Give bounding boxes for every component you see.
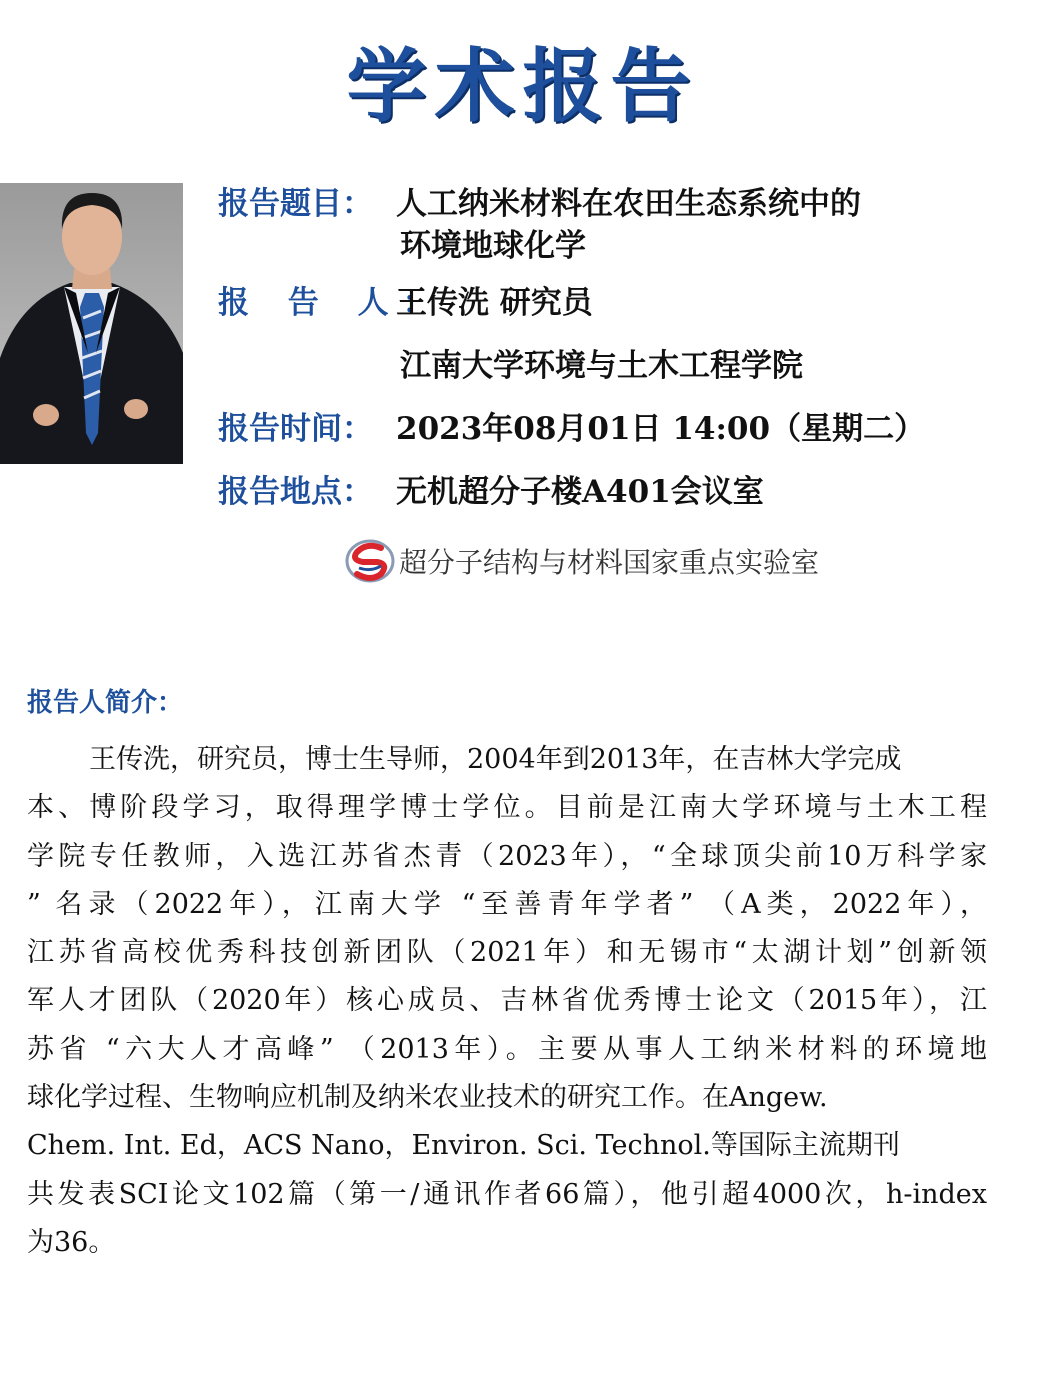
- organizer-name: 超分子结构与材料国家重点实验室: [399, 546, 820, 579]
- bio-line: 本、博阶段学习，取得理学博士学位。目前是江南大学环境与土木工程: [27, 792, 987, 824]
- speaker-label: 报 告 人：: [218, 285, 448, 321]
- bio-title: 报告人简介：: [27, 688, 184, 718]
- speaker-affiliation: 江南大学环境与土木工程学院: [400, 348, 803, 384]
- topic-line-2: 环境地球化学: [400, 228, 586, 264]
- bio-line: 苏省 “六大人才高峰” （2013年）。主要从事人工纳米材料的环境地: [27, 1033, 987, 1065]
- topic-label: 报告题目：: [218, 186, 373, 222]
- bio-line: 王传洗，研究员，博士生导师，2004年到2013年，在吉林大学完成: [89, 744, 902, 775]
- organizer: [345, 538, 819, 584]
- bio-line: 为36。: [27, 1226, 116, 1258]
- bio-line: 学院专任教师，入选江苏省杰青（2023年），“全球顶尖前10万科学家: [27, 840, 987, 872]
- bio-line: 共发表SCI论文102篇（第一/通讯作者66篇），他引超4000次，h-index: [27, 1178, 987, 1210]
- place-value: 无机超分子楼A401会议室: [396, 474, 764, 510]
- bio-line: ” 名录（2022年），江南大学 “至善青年学者” （A类，2022年），: [27, 888, 987, 920]
- speaker-portrait-icon: [0, 183, 183, 464]
- bio-line: 军人才团队（2020年）核心成员、吉林省优秀博士论文（2015年），江: [27, 985, 987, 1017]
- speaker-photo: [0, 183, 183, 464]
- place-label: 报告地点：: [218, 474, 373, 510]
- bio-line: Chem. Int. Ed，ACS Nano，Environ. Sci. Technol.等国际主流期刊: [27, 1130, 900, 1162]
- time-label: 报告时间：: [218, 411, 373, 447]
- bio-text: [27, 736, 987, 1267]
- bio-line: 江苏省高校优秀科技创新团队（2021年）和无锡市“太湖计划”创新领: [27, 937, 987, 969]
- lab-logo-icon: [345, 538, 395, 584]
- topic-line-1: 人工纳米材料在农田生态系统中的: [396, 186, 861, 222]
- page-title: 学术报告: [346, 40, 699, 133]
- time-value: 2023年08月01日 14:00（星期二）: [396, 411, 926, 447]
- bio-line: 球化学过程、生物响应机制及纳米农业技术的研究工作。在Angew.: [27, 1082, 828, 1114]
- speaker-name: 王传洗 研究员: [396, 285, 593, 321]
